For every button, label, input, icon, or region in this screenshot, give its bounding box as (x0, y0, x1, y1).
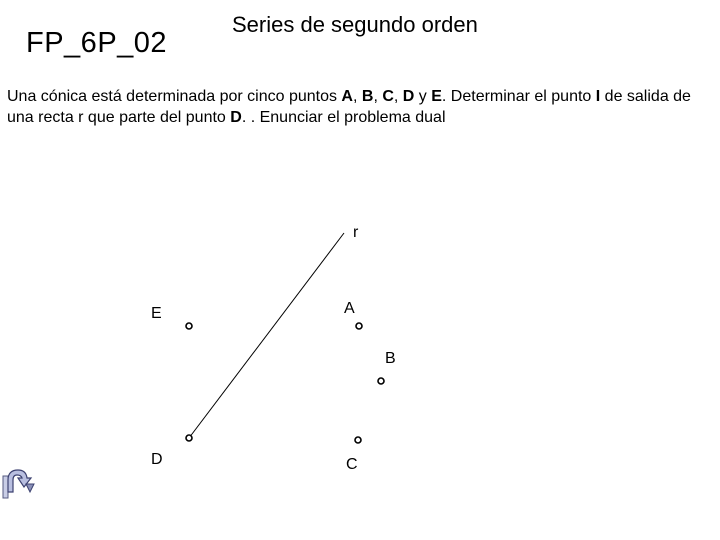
statement-text: de salida de una recta r que parte del punto (7, 88, 691, 126)
statement-point-i: I (595, 88, 601, 105)
statement-point-d: D (230, 109, 242, 126)
return-arrow-icon (0, 462, 40, 502)
point-c-label: C (346, 456, 358, 473)
point-d (186, 435, 192, 441)
page-title: Series de segundo orden (232, 12, 478, 37)
statement-text: , (393, 88, 403, 105)
point-c (355, 437, 361, 443)
point-e (186, 323, 192, 329)
statement-point-b: B (361, 88, 374, 105)
statement-point-d: D (402, 88, 415, 105)
point-a-label: A (344, 300, 355, 317)
statement-text: Una cónica está determinada por cinco puntos (7, 88, 342, 105)
statement-text: . . Enunciar el problema dual (241, 109, 446, 126)
line-r-label: r (353, 224, 359, 241)
point-a (356, 323, 362, 329)
line-r (189, 233, 344, 438)
statement-text: y (414, 88, 432, 105)
return-button[interactable] (0, 462, 40, 502)
statement-point-c: C (382, 88, 394, 105)
point-b (378, 378, 384, 384)
statement-text: , (373, 88, 383, 105)
statement-text: . Determinar el punto (441, 88, 596, 105)
statement-point-e: E (431, 88, 442, 105)
point-b-label: B (385, 350, 396, 367)
statement-point-a: A (341, 88, 353, 105)
statement-text: , (352, 88, 362, 105)
point-e-label: E (151, 305, 162, 322)
exercise-code: FP_6P_02 (26, 27, 168, 59)
point-d-label: D (151, 451, 163, 468)
